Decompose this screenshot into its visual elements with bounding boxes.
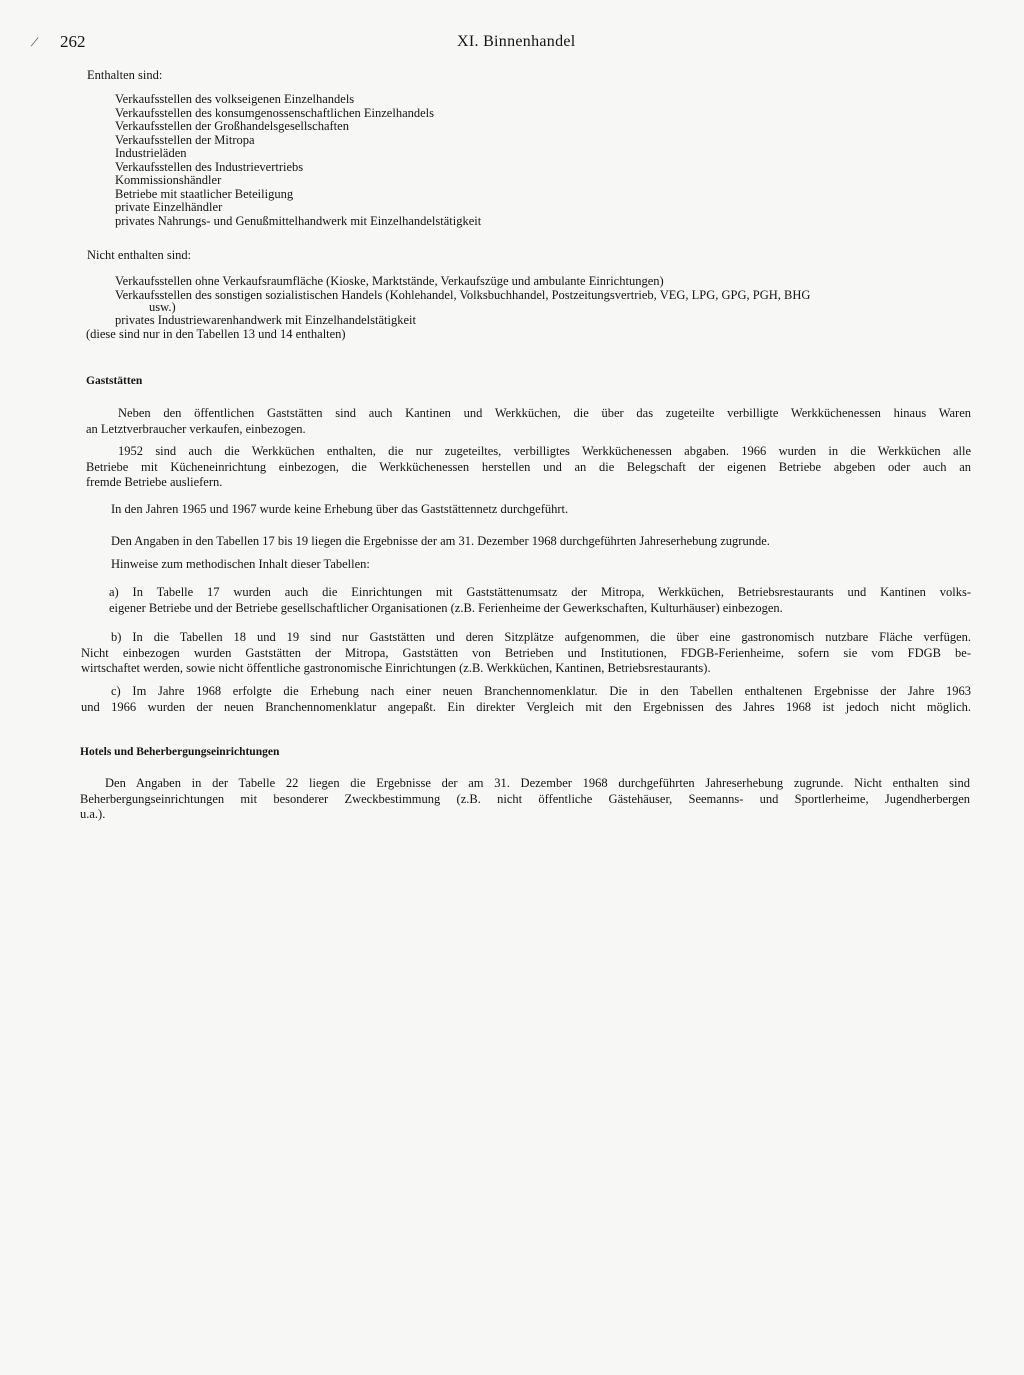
text-line: c) Im Jahre 1968 erfolgte die Erhebung nach einer neuen Branchennomenklatur. Die in den Tabellen enthaltenen Ergebnisse der Jahre 1963: [111, 684, 971, 698]
paragraph: [86, 406, 971, 437]
text-line: b) In die Tabellen 18 und 19 sind nur Gaststätten und deren Sitzplätze aufgenommen, die über eine gastronomisch nutzbare Fläche verfügen.: [111, 630, 971, 644]
text-line: an Letztverbraucher verkaufen, einbezogen.: [86, 421, 306, 436]
list-item: Verkaufsstellen ohne Verkaufsraumfläche (Kioske, Marktstände, Verkaufszüge und ambulante Einrichtungen): [115, 274, 664, 288]
excluded-label: Nicht enthalten sind:: [87, 248, 192, 262]
text-line: eigener Betriebe und der Betriebe gesellschaftlicher Organisationen (z.B. Ferienheime der Gewerkschaften, Kulturhäuser) einbezogen.: [109, 600, 783, 615]
list-item: Kommissionshändler: [115, 173, 222, 187]
section-heading-hotels: Hotels und Beherbergungseinrichtungen: [80, 746, 280, 758]
paragraph: [86, 444, 971, 491]
list-item: usw.): [149, 300, 176, 314]
included-list: [115, 93, 481, 228]
text-line: fremde Betriebe ausliefern.: [86, 475, 223, 489]
paragraph: In den Jahren 1965 und 1967 wurde keine Erhebung über das Gaststättennetz durchgeführt.: [111, 502, 569, 516]
running-title: XI. Binnenhandel: [457, 33, 576, 50]
text-line: Neben den öffentlichen Gaststätten sind auch Kantinen und Werkküchen, die über das zugeteilte verbilligte Werkküchenessen hinaus Waren: [118, 406, 971, 420]
paragraph: [80, 776, 970, 823]
paragraph-a: [109, 585, 971, 616]
list-item: Verkaufsstellen der Großhandelsgesellschaften: [115, 119, 349, 133]
list-item: Verkaufsstellen des konsumgenossenschaftlichen Einzelhandels: [115, 105, 435, 120]
section-heading-gaststaetten: Gaststätten: [86, 375, 143, 387]
page-number: 262: [60, 32, 86, 51]
list-item: private Einzelhändler: [115, 200, 223, 214]
paragraph-b: [81, 630, 971, 677]
text-line: a) In Tabelle 17 wurden auch die Einrichtungen mit Gaststättenumsatz der Mitropa, Werkküchen, Betriebsrestaurants und Kantinen volks-: [109, 585, 971, 599]
text-line: und 1966 wurden der neuen Branchennomenklatur angepaßt. Ein direkter Vergleich mit den Ergebnissen des Jahres 1968 ist jedoch nicht möglich.: [81, 699, 971, 714]
list-item: Betriebe mit staatlicher Beteiligung: [115, 186, 294, 201]
text-line: Beherbergungseinrichtungen mit besonderer Zweckbestimmung (z.B. nicht öffentliche Gästehäuser, Seemanns- und Sportlerheime, Jugendherbergen: [80, 791, 970, 806]
text-line: wirtschaftet werden, sowie nicht öffentliche gastronomische Einrichtungen (z.B. Werkküchen, Kantinen, Betriebsrestaurants).: [81, 661, 711, 675]
text-line: 1952 sind auch die Werkküchen enthalten, die nur zugeteiltes, verbilligtes Werkküchenessen abgaben. 1966 wurden in die Werkküchen alle: [118, 444, 971, 458]
text-line: Betriebe mit Kücheneinrichtung einbezogen, die Werkküchenessen herstellen und an die Belegschaft der eigenen Betriebe abgeben oder auch an: [86, 459, 971, 474]
list-item: Verkaufsstellen der Mitropa: [115, 132, 255, 147]
list-item: (diese sind nur in den Tabellen 13 und 14 enthalten): [86, 327, 346, 341]
paragraph-c: [81, 684, 971, 715]
list-item: privates Industriewarenhandwerk mit Einzelhandelstätigkeit: [115, 313, 416, 327]
margin-mark: /: [29, 33, 40, 52]
text-line: Nicht einbezogen wurden Gaststätten der Mitropa, Gaststätten von Betrieben und Institutionen, FDGB-Ferienheime, sofern sie vom FDGB be-: [81, 645, 971, 660]
list-item: Verkaufsstellen des sonstigen sozialistischen Handels (Kohlehandel, Volksbuchhandel, Postzeitungsvertrieb, VEG, LPG, GPG, PGH, BHG: [115, 288, 811, 302]
included-label: Enthalten sind:: [87, 68, 163, 82]
text-line: Den Angaben in der Tabelle 22 liegen die Ergebnisse der am 31. Dezember 1968 durchgeführten Jahreserhebung zugrunde. Nicht enthalten sind: [105, 776, 970, 790]
list-item: Verkaufsstellen des volkseigenen Einzelhandels: [115, 92, 355, 106]
paragraph: Den Angaben in den Tabellen 17 bis 19 liegen die Ergebnisse der am 31. Dezember 1968 durchgeführten Jahreserhebung zugrunde.: [111, 534, 770, 548]
list-item: Industrieläden: [115, 146, 187, 160]
list-item: Verkaufsstellen des Industrievertriebs: [115, 159, 304, 174]
text-line: u.a.).: [80, 807, 106, 821]
paragraph: Hinweise zum methodischen Inhalt dieser Tabellen:: [111, 557, 370, 571]
list-item: privates Nahrungs- und Genußmittelhandwerk mit Einzelhandelstätigkeit: [115, 213, 482, 228]
